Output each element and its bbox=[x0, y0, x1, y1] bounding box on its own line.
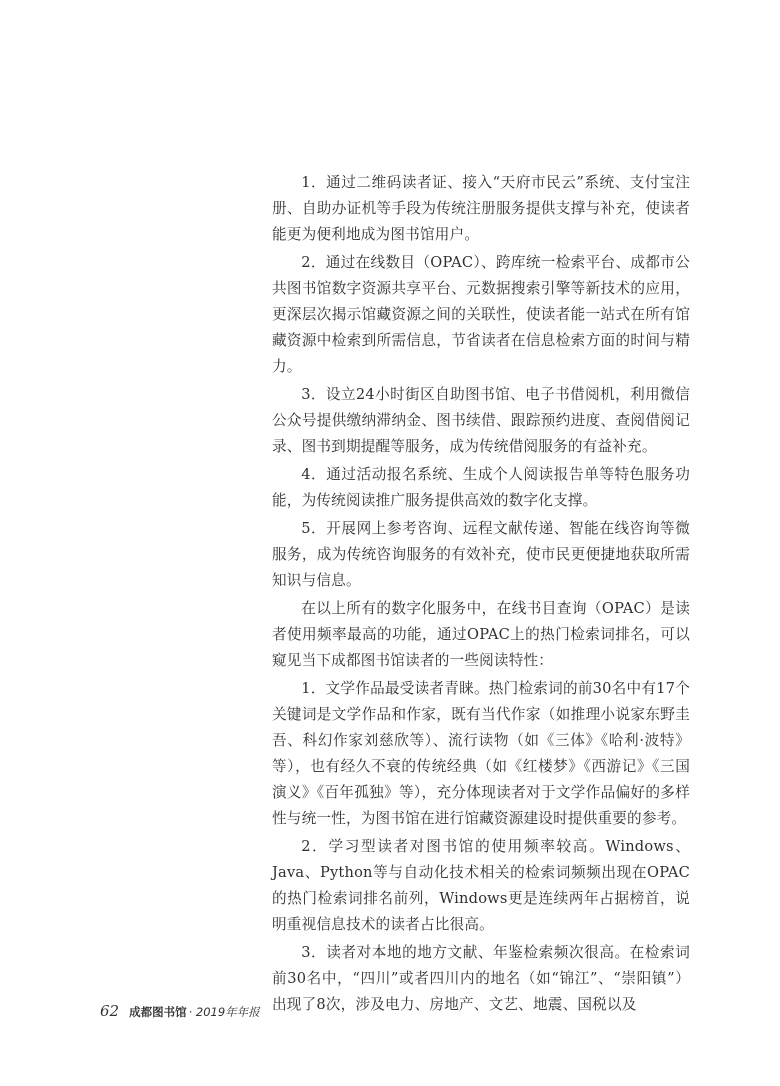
footer-subtitle: · 2019年年报 bbox=[188, 1005, 260, 1019]
paragraph: 1．通过二维码读者证、接入“天府市民云”系统、支付宝注册、自助办证机等手段为传统注册服务提供支撑与补充，使读者能更为便利地成为图书馆用户。 bbox=[272, 174, 690, 243]
page-footer bbox=[100, 1002, 260, 1020]
footer-title: 成都图书馆 bbox=[129, 1005, 187, 1019]
paragraph: 3．读者对本地的地方文献、年鉴检索频次很高。在检索词前30名中，“四川”或者四川内的地名（如“锦江”、“崇阳镇”）出现了8次，涉及电力、房地产、文艺、地震、国税以及 bbox=[272, 944, 690, 1013]
paragraph: 4．通过活动报名系统、生成个人阅读报告单等特色服务功能，为传统阅读推广服务提供高效的数字化支撑。 bbox=[272, 466, 690, 509]
paragraph: 1．文学作品最受读者青睐。热门检索词的前30名中有17个关键词是文学作品和作家，既有当代作家（如推理小说家东野圭吾、科幻作家刘慈欣等）、流行读物（如《三体》《哈利·波特》等），也有经久不衰的传统经典（如《红楼梦》《西游记》《三国演义》《百年孤独》等），充分体现读者对于文学作品偏好的多样性与统一性，为图书馆在进行馆藏资源建设时提供重要的参考。 bbox=[272, 680, 690, 827]
paragraph: 2．学习型读者对图书馆的使用频率较高。Windows、Java、Python等与自动化技术相关的检索词频频出现在OPAC的热门检索词排名前列，Windows更是连续两年占据榜首，说明重视信息技术的读者占比很高。 bbox=[272, 838, 690, 933]
page-body bbox=[272, 170, 690, 1018]
paragraph: 3．设立24小时街区自助图书馆、电子书借阅机，利用微信公众号提供缴纳滞纳金、图书续借、跟踪预约进度、查阅借阅记录、图书到期提醒等服务，成为传统借阅服务的有益补充。 bbox=[272, 386, 690, 455]
paragraph: 2．通过在线数目（OPAC）、跨库统一检索平台、成都市公共图书馆数字资源共享平台、元数据搜索引擎等新技术的应用，更深层次揭示馆藏资源之间的关联性，使读者能一站式在所有馆藏资源中检索到所需信息，节省读者在信息检索方面的时间与精力。 bbox=[272, 254, 690, 375]
paragraph: 在以上所有的数字化服务中，在线书目查询（OPAC）是读者使用频率最高的功能，通过OPAC上的热门检索词排名，可以窥见当下成都图书馆读者的一些阅读特性： bbox=[272, 600, 690, 669]
page-number: 62 bbox=[100, 1002, 120, 1020]
paragraph: 5．开展网上参考咨询、远程文献传递、智能在线咨询等微服务，成为传统咨询服务的有效补充，使市民更便捷地获取所需知识与信息。 bbox=[272, 520, 690, 589]
